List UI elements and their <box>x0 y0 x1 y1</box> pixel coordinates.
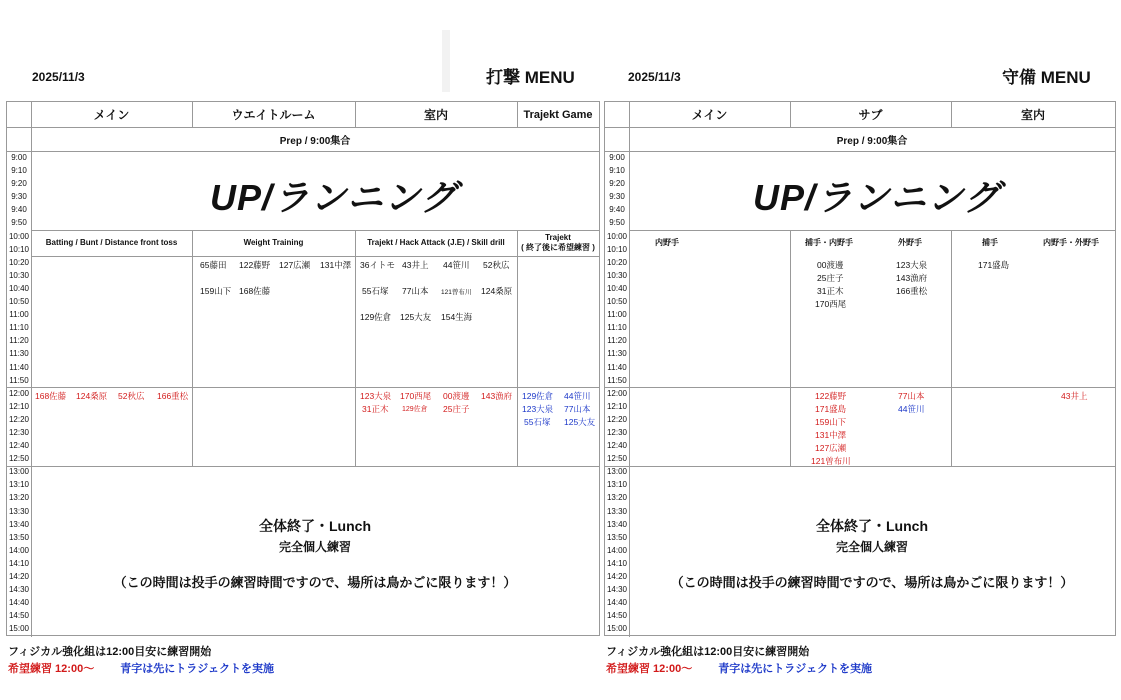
player: 125大友 <box>400 312 432 322</box>
time-label: 13:30 <box>8 506 30 516</box>
time-label: 14:50 <box>8 611 30 621</box>
time-label: 14:40 <box>8 598 30 608</box>
lunch-block <box>629 516 1115 591</box>
header-weight-room: ウエイトルーム <box>231 108 316 122</box>
player: 129佐倉 <box>522 391 554 401</box>
time-label: 14:20 <box>606 572 628 581</box>
player: 127広瀬 <box>815 443 847 453</box>
player: 123大泉 <box>360 391 392 401</box>
player: 25庄子 <box>817 273 844 283</box>
player: 121曽布川 <box>441 289 472 296</box>
player: 25庄子 <box>443 404 470 414</box>
player: 31正木 <box>817 286 844 296</box>
time-label: 13:40 <box>606 519 628 529</box>
player: 125大友 <box>564 417 596 427</box>
time-label: 9:30 <box>609 192 625 202</box>
time-label: 13:50 <box>8 532 30 542</box>
sub-header-trajekt: Trajekt ( 終了後に希望練習 ) <box>521 233 595 252</box>
time-label: 12:40 <box>606 441 628 451</box>
time-label: 10:50 <box>8 297 30 307</box>
time-label: 11:00 <box>9 310 29 320</box>
player: 131中澤 <box>320 260 352 270</box>
time-label: 11:20 <box>607 336 627 346</box>
sub-header-infield: 内野手 <box>655 238 679 247</box>
header-trajekt-game: Trajekt Game <box>523 108 593 121</box>
time-label: 14:30 <box>606 585 628 595</box>
player: 168佐藤 <box>35 391 67 401</box>
time-label: 11:40 <box>9 362 29 372</box>
time-label: 12:50 <box>8 454 30 464</box>
time-label: 9:30 <box>11 192 27 202</box>
player: 124桑原 <box>76 391 108 401</box>
time-label: 15:00 <box>606 624 628 634</box>
time-label: 13:00 <box>606 467 628 477</box>
time-label: 9:20 <box>609 179 625 189</box>
time-label: 10:10 <box>8 244 30 254</box>
player: 123大泉 <box>896 260 928 270</box>
time-label: 14:20 <box>8 572 30 581</box>
player: 123大泉 <box>522 404 554 414</box>
time-label: 10:40 <box>606 283 628 293</box>
lunch-note: （この時間は投手の練習時間ですので、場所は鳥かごに限ります！） <box>113 575 517 590</box>
player: 159山下 <box>815 417 847 427</box>
time-label: 13:20 <box>606 493 628 503</box>
sub-header-weight: Weight Training <box>243 238 304 247</box>
time-label: 11:20 <box>9 336 29 346</box>
lunch-block <box>31 516 599 591</box>
legend-red: 希望練習 12:00〜 <box>606 663 693 675</box>
schedule-grid <box>604 101 1116 636</box>
time-label: 12:00 <box>8 388 30 398</box>
player: 55石塚 <box>524 417 551 427</box>
player: 44笹川 <box>564 391 591 401</box>
time-label: 10:10 <box>606 244 628 254</box>
lunch-subtitle: 完全個人練習 <box>835 540 908 554</box>
time-label: 14:00 <box>8 545 30 555</box>
menu-title: 守備 MENU <box>1002 68 1091 87</box>
date-label: 2025/11/3 <box>32 70 85 84</box>
footer-note: フィジカル強化組は12:00目安に練習開始 <box>8 646 212 658</box>
player: 43井上 <box>402 260 429 270</box>
time-label: 14:00 <box>606 545 628 555</box>
menu-title: 打撃 MENU <box>486 68 575 87</box>
lunch-title: 全体終了・Lunch <box>259 518 371 534</box>
header-sub: サブ <box>858 108 883 122</box>
sub-header-catcher: 捕手 <box>982 238 998 247</box>
player: 124桑原 <box>481 286 513 296</box>
header-indoor: 室内 <box>423 108 448 122</box>
player: 77山本 <box>402 286 429 296</box>
time-label: 11:30 <box>607 349 627 359</box>
time-label: 10:00 <box>8 231 30 241</box>
sub-header-infield-outfield: 内野手・外野手 <box>1043 238 1099 247</box>
time-label: 12:10 <box>606 401 628 411</box>
prep-row: Prep / 9:00集合 <box>279 135 351 147</box>
time-label: 9:00 <box>609 153 625 162</box>
player: 159山下 <box>200 286 232 296</box>
time-label: 10:20 <box>8 257 30 267</box>
time-label: 13:00 <box>8 467 30 477</box>
time-label: 10:20 <box>606 257 628 267</box>
footer-legend <box>606 660 872 676</box>
time-label: 11:10 <box>9 323 29 333</box>
time-label: 10:50 <box>606 297 628 307</box>
player: 129佐倉 <box>360 312 392 322</box>
time-label: 11:30 <box>9 349 29 359</box>
time-label: 10:30 <box>606 270 628 280</box>
time-label: 13:10 <box>8 480 30 490</box>
player: 122藤野 <box>239 260 271 270</box>
player: 52秋広 <box>118 391 145 401</box>
sub-header-batting: Batting / Bunt / Distance front toss <box>45 238 178 247</box>
time-label: 14:50 <box>606 611 628 621</box>
player: 65藤田 <box>200 260 227 270</box>
time-label: 9:00 <box>11 153 27 162</box>
time-label: 10:30 <box>8 270 30 280</box>
time-label: 12:20 <box>606 414 628 424</box>
player: 131中澤 <box>815 430 847 440</box>
player: 36イトモ <box>360 260 395 270</box>
time-label: 12:30 <box>8 427 30 437</box>
player: 168佐藤 <box>239 286 271 296</box>
time-label: 11:10 <box>607 323 627 333</box>
player: 121曽布川 <box>811 456 851 466</box>
player: 166重松 <box>896 286 928 296</box>
time-label: 12:50 <box>606 454 628 464</box>
sub-header-catcher-infield: 捕手・内野手 <box>805 238 853 247</box>
time-label: 9:40 <box>11 205 27 215</box>
header-main: メイン <box>93 108 130 122</box>
time-label: 9:50 <box>609 218 625 228</box>
player: 143漁府 <box>481 391 513 401</box>
time-label: 11:40 <box>607 362 627 372</box>
player: 122藤野 <box>815 391 847 401</box>
header-indoor: 室内 <box>1020 108 1045 122</box>
scan-mark <box>442 30 450 92</box>
time-label: 9:50 <box>11 218 27 228</box>
time-label: 14:10 <box>606 558 628 568</box>
up-running-label: UP/ランニング <box>210 177 458 218</box>
time-label: 11:50 <box>607 375 627 385</box>
time-label: 13:10 <box>606 480 628 490</box>
player: 171盛島 <box>978 260 1010 270</box>
time-label: 15:00 <box>8 624 30 634</box>
player: 154生海 <box>441 312 473 322</box>
time-label: 9:10 <box>609 166 625 176</box>
time-label: 10:40 <box>8 283 30 293</box>
up-running-label: UP/ランニング <box>753 177 1001 218</box>
time-label: 12:20 <box>8 414 30 424</box>
time-label: 12:30 <box>606 427 628 437</box>
legend-red: 希望練習 12:00〜 <box>8 663 95 675</box>
time-label: 9:20 <box>11 179 27 189</box>
lunch-title: 全体終了・Lunch <box>816 518 928 534</box>
time-label: 14:30 <box>8 585 30 595</box>
time-label: 9:40 <box>609 205 625 215</box>
lunch-note: （この時間は投手の練習時間ですので、場所は鳥かごに限ります！） <box>670 575 1074 590</box>
player: 44笹川 <box>898 404 925 414</box>
sub-header-outfield: 外野手 <box>898 238 922 247</box>
time-label: 9:10 <box>11 166 27 176</box>
player: 170西尾 <box>400 391 432 401</box>
player: 31正木 <box>362 404 389 414</box>
time-label: 10:00 <box>606 231 628 241</box>
time-column <box>7 151 31 635</box>
player: 129佐倉 <box>402 406 428 413</box>
player: 00渡邊 <box>817 260 844 270</box>
time-label: 13:50 <box>606 532 628 542</box>
time-label: 11:00 <box>607 310 627 320</box>
time-label: 12:10 <box>8 401 30 411</box>
time-label: 14:10 <box>8 558 30 568</box>
lunch-subtitle: 完全個人練習 <box>278 540 351 554</box>
defense-sheet <box>604 0 1116 700</box>
player: 43井上 <box>1061 391 1088 401</box>
legend-blue: 青字は先にトラジェクトを実施 <box>718 663 872 675</box>
time-label: 12:00 <box>606 388 628 398</box>
player: 52秋広 <box>483 260 510 270</box>
date-label: 2025/11/3 <box>628 70 681 84</box>
player: 77山本 <box>564 404 591 414</box>
player: 170西尾 <box>815 299 847 309</box>
footer-legend <box>8 660 274 676</box>
schedule-grid <box>6 101 600 636</box>
time-column <box>605 151 629 635</box>
player: 166重松 <box>157 391 189 401</box>
time-label: 13:30 <box>606 506 628 516</box>
player: 127広瀬 <box>279 260 311 270</box>
player: 00渡邊 <box>443 391 470 401</box>
time-label: 13:40 <box>8 519 30 529</box>
time-label: 12:40 <box>8 441 30 451</box>
batting-sheet <box>6 0 600 700</box>
legend-blue: 青字は先にトラジェクトを実施 <box>120 663 274 675</box>
prep-row: Prep / 9:00集合 <box>836 135 908 147</box>
time-label: 14:40 <box>606 598 628 608</box>
player: 171盛島 <box>815 404 847 414</box>
player: 55石塚 <box>362 286 389 296</box>
player: 44笹川 <box>443 260 470 270</box>
header-main: メイン <box>691 108 728 122</box>
time-label: 13:20 <box>8 493 30 503</box>
sub-header-indoor: Trajekt / Hack Attack (J.E) / Skill drill <box>367 238 505 247</box>
player: 77山本 <box>898 391 925 401</box>
player: 143漁府 <box>896 273 928 283</box>
footer-note: フィジカル強化組は12:00目安に練習開始 <box>606 646 810 658</box>
time-label: 11:50 <box>9 375 29 385</box>
